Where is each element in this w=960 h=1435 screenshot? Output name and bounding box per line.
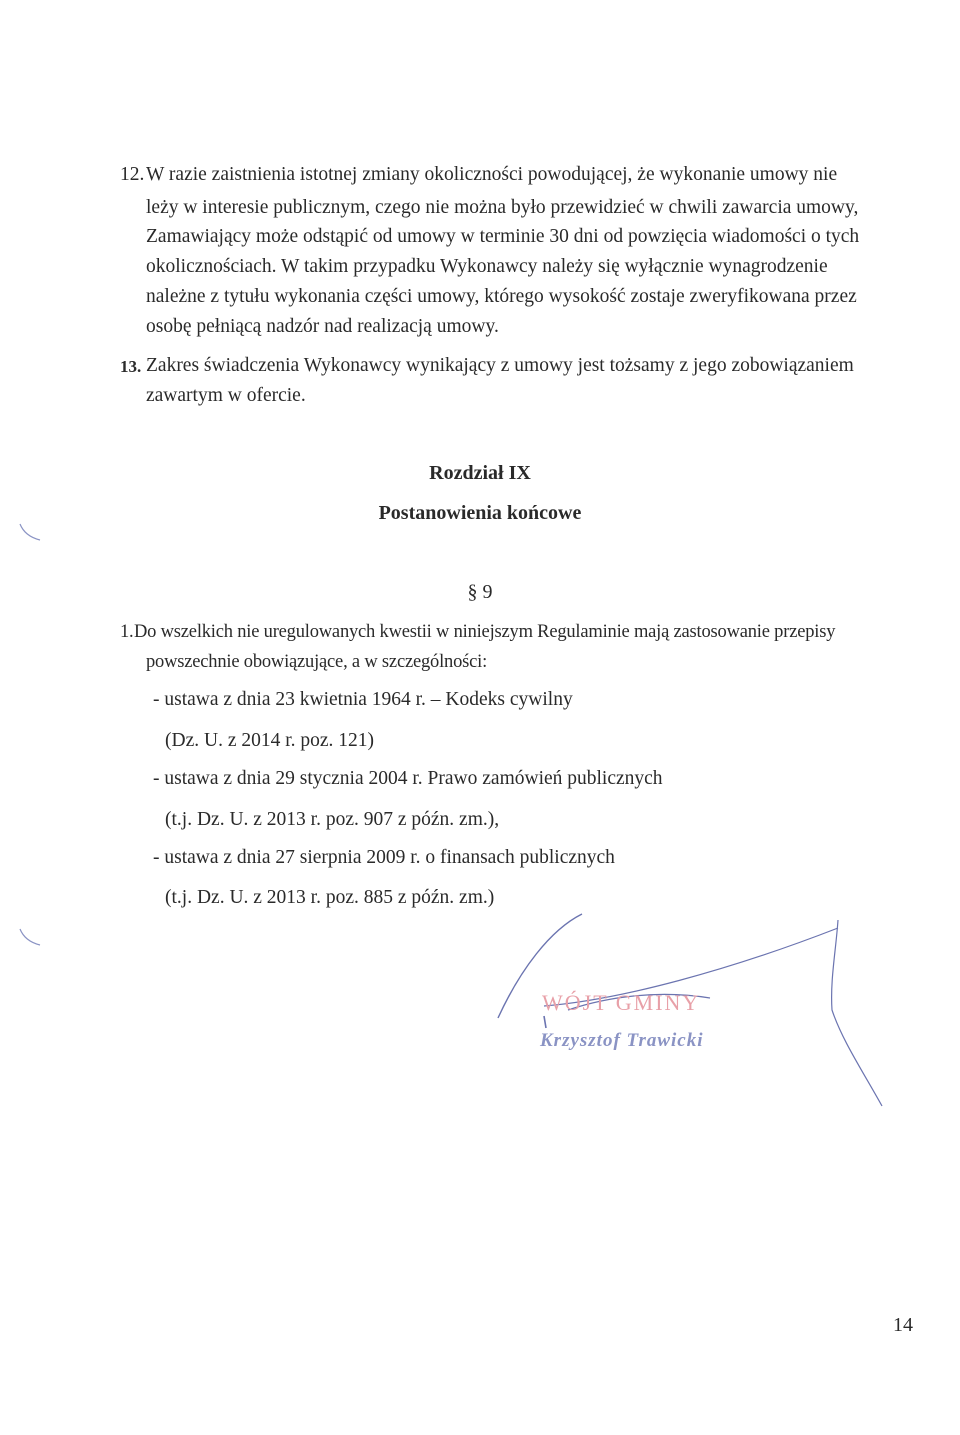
section-12-line-1: W razie zaistnienia istotnej zmiany okoliczności powodującej, że wykonanie umowy nie bbox=[146, 164, 838, 185]
page-number: 14 bbox=[893, 1314, 913, 1336]
list-item-1-source: (Dz. U. z 2014 r. poz. 121) bbox=[165, 730, 375, 751]
list-item-3: - ustawa z dnia 27 sierpnia 2009 r. o finansach publicznych bbox=[153, 847, 615, 868]
section-12-line-5: należne z tytułu wykonania części umowy, którego wysokość zostaje zweryfikowana przez bbox=[146, 286, 857, 307]
list-item-1: - ustawa z dnia 23 kwietnia 1964 r. – Kodeks cywilny bbox=[153, 689, 573, 710]
item-1-number: 1. bbox=[120, 622, 134, 642]
section-12-line-3: Zamawiający może odstąpić od umowy w terminie 30 dni od powzięcia wiadomości o tych bbox=[146, 226, 860, 247]
item-1-line-2: powszechnie obowiązujące, a w szczególności: bbox=[146, 652, 488, 672]
item-1-line-1: Do wszelkich nie uregulowanych kwestii w niniejszym Regulaminie mają zastosowanie przepisy bbox=[134, 622, 836, 642]
stamp-title: WÓJT GMINY bbox=[542, 990, 701, 1015]
section-13-line-1: Zakres świadczenia Wykonawcy wynikający z umowy jest tożsamy z jego zobowiązaniem bbox=[146, 355, 854, 376]
section-12-line-4: okolicznościach. W takim przypadku Wykonawcy należy się wyłącznie wynagrodzenie bbox=[146, 256, 828, 277]
paragraph-symbol: § 9 bbox=[467, 581, 493, 603]
list-item-2-source: (t.j. Dz. U. z 2013 r. poz. 907 z późn. zm.), bbox=[165, 809, 500, 830]
chapter-subtitle: Postanowienia końcowe bbox=[378, 502, 582, 524]
section-12-line-6: osobę pełniącą nadzór nad realizacją umowy. bbox=[146, 316, 499, 337]
chapter-title: Rozdział IX bbox=[429, 462, 531, 484]
margin-mark-icon bbox=[18, 520, 42, 544]
list-item-3-source: (t.j. Dz. U. z 2013 r. poz. 885 z późn. zm.) bbox=[165, 887, 495, 908]
section-12-line-2: leży w interesie publicznym, czego nie można było przewidzieć w chwili zawarcia umowy, bbox=[146, 197, 859, 218]
section-13-line-2: zawartym w ofercie. bbox=[146, 385, 306, 406]
margin-mark-icon bbox=[18, 925, 42, 949]
list-item-2: - ustawa z dnia 29 stycznia 2004 r. Prawo zamówień publicznych bbox=[153, 768, 663, 789]
stamp-name: Krzysztof Trawicki bbox=[540, 1030, 704, 1051]
section-13-number: 13. bbox=[120, 357, 142, 376]
section-12-number: 12. bbox=[120, 164, 145, 185]
